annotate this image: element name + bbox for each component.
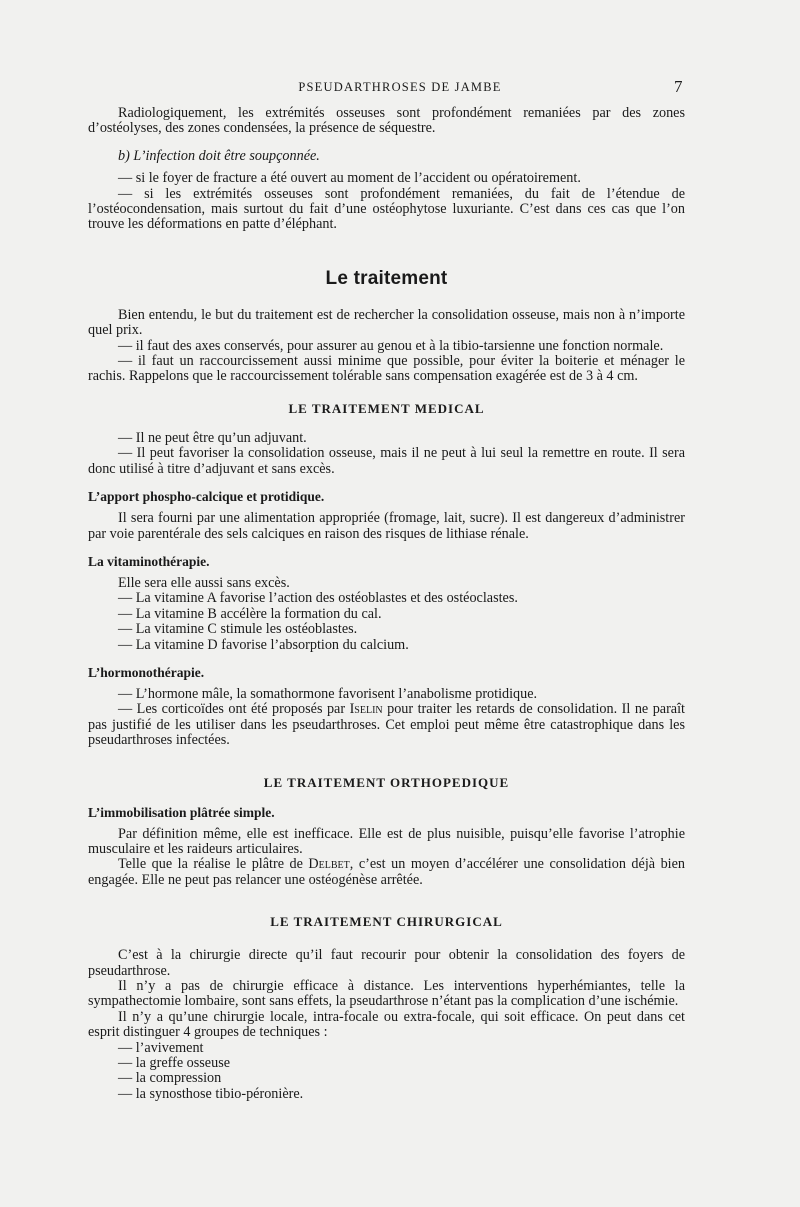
- surgical-heading: LE TRAITEMENT CHIRURGICAL: [270, 914, 503, 930]
- infection-label: b) L’infection doit être soupçonnée.: [118, 147, 320, 164]
- surgical-paragraph-3: Il n’y a qu’une chirurgie locale, intra-focale ou extra-focale, qui soit efficace. On peut dans cet esprit distinguer 4 groupes de techniques :: [88, 1008, 685, 1041]
- hormone-heading: L’hormonothérapie.: [88, 664, 205, 680]
- treatment-axes-paragraph: — il faut des axes conservés, pour assurer au genou et à la tibio-tarsienne une fonction normale.: [118, 337, 664, 354]
- list-item: — la compression: [118, 1070, 222, 1087]
- list-item: — la synosthose tibio-péronière.: [118, 1085, 304, 1102]
- radiology-paragraph: Radiologiquement, les extrémités osseuses sont profondément remaniées par des zones d’ostéolyses, des zones condensées, la présence de séquestre.: [88, 105, 685, 137]
- infection-criterion-1: — si le foyer de fracture a été ouvert au moment de l’accident ou opératoirement.: [118, 170, 581, 187]
- page-body: [88, 106, 685, 1102]
- page-number: 7: [674, 77, 683, 96]
- plaster-text-a: Telle que la réalise le plâtre de: [118, 856, 309, 873]
- plaster-text-b: , c’est un moyen d’accélérer une consolidation déjà bien engagée. Elle ne peut pas relancer une ostéogénèse arrêtée.: [88, 856, 685, 888]
- hormone-text-a: — Les corticoïdes ont été proposés par: [118, 701, 350, 718]
- surgical-paragraph-2: Il n’y a pas de chirurgie efficace à distance. Les interventions hyperhémiantes, telle la sympathectomie lombaire, sont sans effets, la pseudarthrose n’étant pas la complication d’une ischémie.: [88, 978, 685, 1010]
- list-item: — La vitamine A favorise l’action des ostéoblastes et des ostéoclastes.: [118, 590, 518, 607]
- running-title: PSEUDARTHROSES DE JAMBE: [298, 80, 502, 94]
- phospho-heading: L’apport phospho-calcique et protidique.: [88, 489, 325, 505]
- medical-consolidation: — Il peut favoriser la consolidation osseuse, mais il ne peut à lui seul la remettre en route. Il sera donc utilisé à titre d’adjuvant et sans excès.: [88, 445, 685, 477]
- surgical-paragraph-1: C’est à la chirurgie directe qu’il faut recourir pour obtenir la consolidation des foyers de pseudarthrose.: [88, 947, 685, 979]
- plaster-heading: L’immobilisation plâtrée simple.: [88, 804, 275, 820]
- section-title: Le traitement: [325, 267, 448, 289]
- author-name: Delbet: [308, 856, 350, 873]
- list-item: — La vitamine C stimule les ostéoblastes.: [118, 621, 358, 638]
- list-item: — La vitamine B accélère la formation du cal.: [118, 605, 382, 622]
- list-item: — l’avivement: [118, 1039, 204, 1056]
- medical-heading: LE TRAITEMENT MEDICAL: [288, 400, 485, 416]
- hormone-paragraph-1: — L’hormone mâle, la somathormone favorisent l’anabolisme protidique.: [118, 685, 538, 702]
- hormone-paragraph-2: [88, 702, 685, 748]
- treatment-shortening-paragraph: — il faut un raccourcissement aussi minime que possible, pour éviter la boiterie et ménager le rachis. Rappelons que le raccourcissement tolérable sans compensation exagérée est de 3 à 4 cm.: [88, 353, 685, 385]
- treatment-goal-paragraph: Bien entendu, le but du traitement est de rechercher la consolidation osseuse, mais non à n’importe quel prix.: [88, 306, 685, 339]
- plaster-paragraph-1: Par définition même, elle est inefficace. Elle est de plus nuisible, puisqu’elle favorise l’atrophie musculaire et les raideurs articulaires.: [88, 825, 685, 857]
- vitamin-heading: La vitaminothérapie.: [88, 553, 210, 569]
- page-header: [0, 77, 800, 100]
- hormone-text-b: pour traiter les retards de consolidation. Il ne paraît pas justifié de les utiliser dans les pseudarthroses. Cet emploi peut même être catastrophique dans les pseudarthroses infectées.: [88, 701, 685, 749]
- list-item: — la greffe osseuse: [118, 1055, 231, 1072]
- list-item: — La vitamine D favorise l’absorption du calcium.: [118, 636, 409, 653]
- orthopedic-heading: LE TRAITEMENT ORTHOPEDIQUE: [263, 774, 510, 790]
- vitamin-intro: Elle sera elle aussi sans excès.: [118, 574, 290, 591]
- author-name: Iselin: [349, 701, 383, 718]
- infection-criterion-2: — si les extrémités osseuses sont profondément remaniées, du fait de l’étendue de l’ostéocondensation, mais surtout du fait d’une ostéophytose luxuriante. C’est dans ces cas que l’on trouve les déformations en patte d’éléphant.: [88, 185, 685, 233]
- phospho-paragraph: Il sera fourni par une alimentation appropriée (fromage, lait, sucre). Il est dangereux d’administrer par voie parentérale des sels calciques en raison des risques de lithiase rénale.: [88, 510, 685, 542]
- medical-adjuvant: — Il ne peut être qu’un adjuvant.: [118, 429, 307, 446]
- plaster-paragraph-2: [88, 857, 685, 888]
